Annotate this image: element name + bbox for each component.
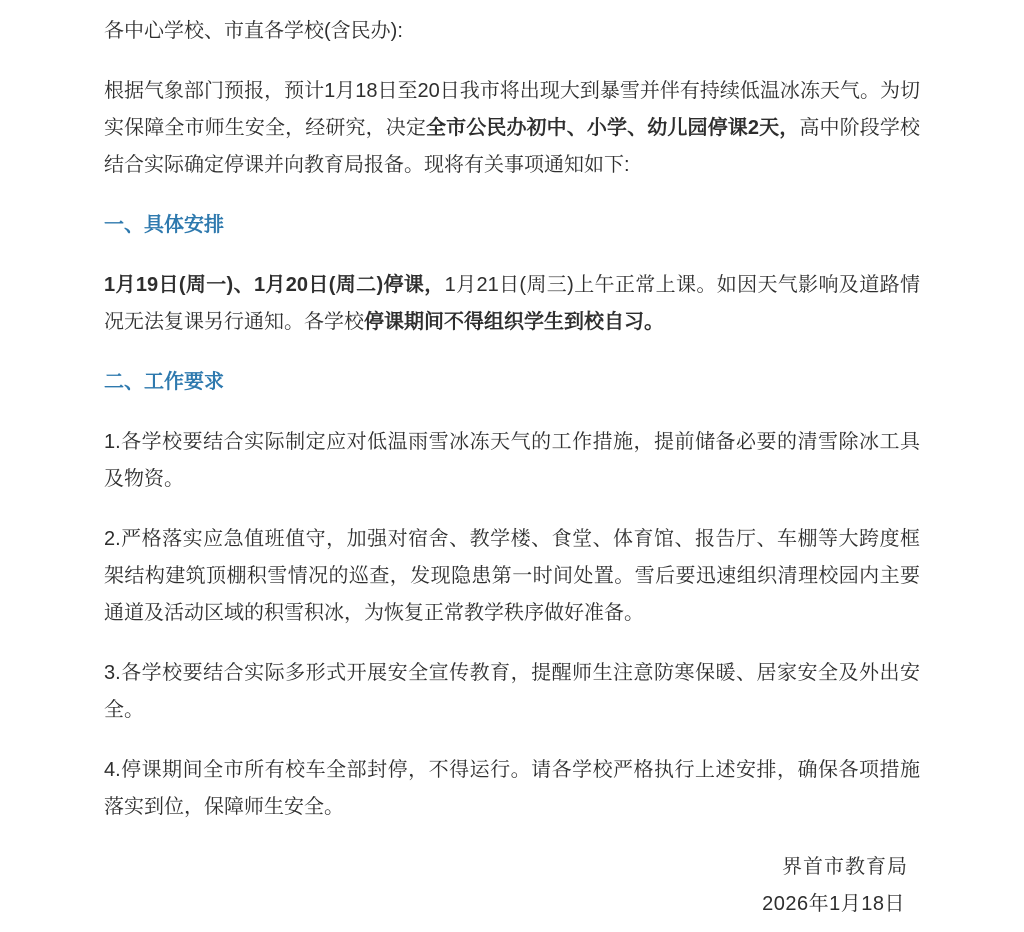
requirement-item-4: 4.停课期间全市所有校车全部封停，不得运行。请各学校严格执行上述安排，确保各项措施落实到位，保障师生安全。 — [104, 759, 920, 818]
arrangement-paragraph — [104, 267, 920, 341]
requirement-item-2: 2.严格落实应急值班值守，加强对宿舍、教学楼、食堂、体育馆、报告厅、车棚等大跨度框架结构建筑顶棚积雪情况的巡查，发现隐患第一时间处置。雪后要迅速组织清理校园内主要通道及活动区域的积雪积冰，为恢复正常教学秩序做好准备。 — [104, 528, 920, 624]
no-self-study-bold-text: 停课期间不得组织学生到校自习。 — [364, 311, 664, 333]
issuer-name: 界首市教育局 — [782, 856, 908, 878]
resume-class-text: 1月21日(周三)上午正常上课。如因天气影响及道路情况无法复课另行通知。各学校 — [104, 274, 920, 333]
intro-text-tail: 高中阶段学校结合实际确定停课并向教育局报备。现将有关事项通知如下: — [104, 117, 921, 176]
intro-text-lead: 根据气象部门预报，预计1月18日至20日我市将出现大到暴雪并伴有持续低温冰冻天气。为切实保障全市师生安全，经研究，决定 — [104, 80, 920, 139]
intro-paragraph — [104, 73, 920, 184]
requirement-item-3: 3.各学校要结合实际多形式开展安全宣传教育，提醒师生注意防寒保暖、居家安全及外出安全。 — [104, 662, 920, 721]
closure-decision-bold-text: 全市公民办初中、小学、幼儿园停课2天， — [425, 117, 800, 139]
section-heading-arrangement: 一、具体安排 — [104, 214, 224, 236]
requirement-item-1: 1.各学校要结合实际制定应对低温雨雪冰冻天气的工作措施，提前储备必要的清雪除冰工具及物资。 — [104, 431, 920, 490]
issue-date: 2026年1月18日 — [762, 893, 905, 915]
salutation-line: 各中心学校、市直各学校(含民办): — [104, 20, 403, 42]
signature-block — [104, 849, 920, 923]
section-heading-requirements: 二、工作要求 — [104, 371, 224, 393]
suspension-dates-bold-text: 1月19日(周一)、1月20日(周二)停课， — [104, 274, 445, 296]
